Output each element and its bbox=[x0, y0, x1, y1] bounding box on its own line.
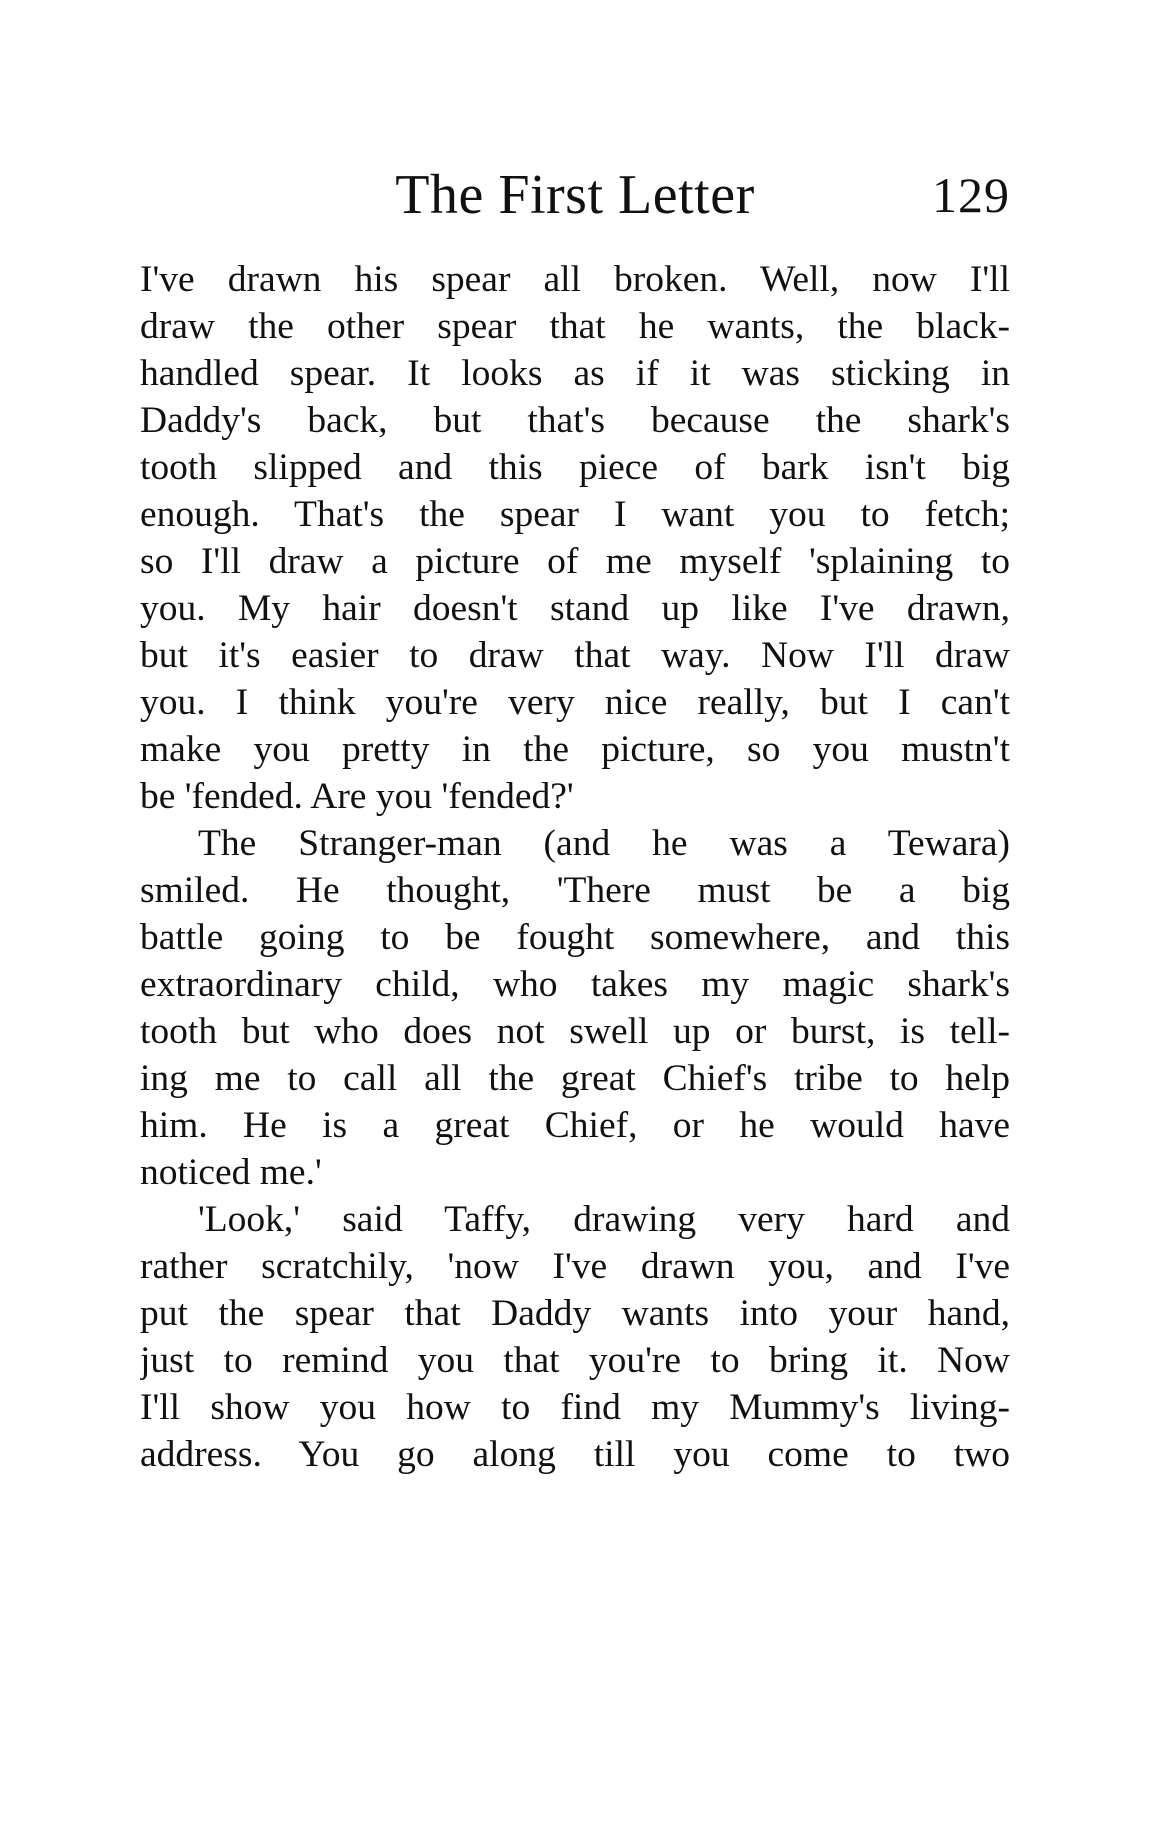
text-line: draw the other spear that he wants, the black- bbox=[140, 306, 1010, 347]
text-line: just to remind you that you're to bring it. Now bbox=[140, 1340, 1010, 1381]
chapter-title: The First Letter bbox=[395, 164, 755, 226]
text-line: make you pretty in the picture, so you mustn't bbox=[140, 729, 1010, 770]
text-line: extraordinary child, who takes my magic shark's bbox=[140, 964, 1010, 1005]
paragraph-end-line: be 'fended. Are you 'fended?' bbox=[140, 776, 574, 817]
text-line: him. He is a great Chief, or he would have bbox=[140, 1105, 1010, 1146]
text-line: ing me to call all the great Chief's tribe to help bbox=[140, 1058, 1010, 1099]
running-head bbox=[140, 160, 1010, 230]
text-line: tooth slipped and this piece of bark isn't big bbox=[140, 447, 1010, 488]
text-line: you. I think you're very nice really, but I can't bbox=[140, 682, 1010, 723]
text-line: tooth but who does not swell up or burst, is tell- bbox=[140, 1011, 1010, 1052]
text-line: but it's easier to draw that way. Now I'll draw bbox=[140, 635, 1010, 676]
text-line: rather scratchily, 'now I've drawn you, and I've bbox=[140, 1246, 1010, 1287]
text-line: address. You go along till you come to two bbox=[140, 1434, 1010, 1475]
text-line: handled spear. It looks as if it was sticking in bbox=[140, 353, 1010, 394]
page-number: 129 bbox=[932, 167, 1010, 223]
text-line: I'll show you how to find my Mummy's living- bbox=[140, 1387, 1010, 1428]
text-line: enough. That's the spear I want you to fetch; bbox=[140, 494, 1010, 535]
text-line: Daddy's back, but that's because the shark's bbox=[140, 400, 1010, 441]
text-line: smiled. He thought, 'There must be a big bbox=[140, 870, 1010, 911]
paragraph-end-line: noticed me.' bbox=[140, 1152, 322, 1193]
body-text bbox=[140, 256, 1010, 1478]
text-line: so I'll draw a picture of me myself 'splaining to bbox=[140, 541, 1010, 582]
text-line: put the spear that Daddy wants into your hand, bbox=[140, 1293, 1010, 1334]
paragraph-start-line: 'Look,' said Taffy, drawing very hard and bbox=[198, 1199, 1010, 1240]
paragraph-start-line: The Stranger-man (and he was a Tewara) bbox=[198, 823, 1010, 864]
text-line: you. My hair doesn't stand up like I've drawn, bbox=[140, 588, 1010, 629]
text-line: battle going to be fought somewhere, and this bbox=[140, 917, 1010, 958]
text-line: I've drawn his spear all broken. Well, now I'll bbox=[140, 259, 1010, 300]
